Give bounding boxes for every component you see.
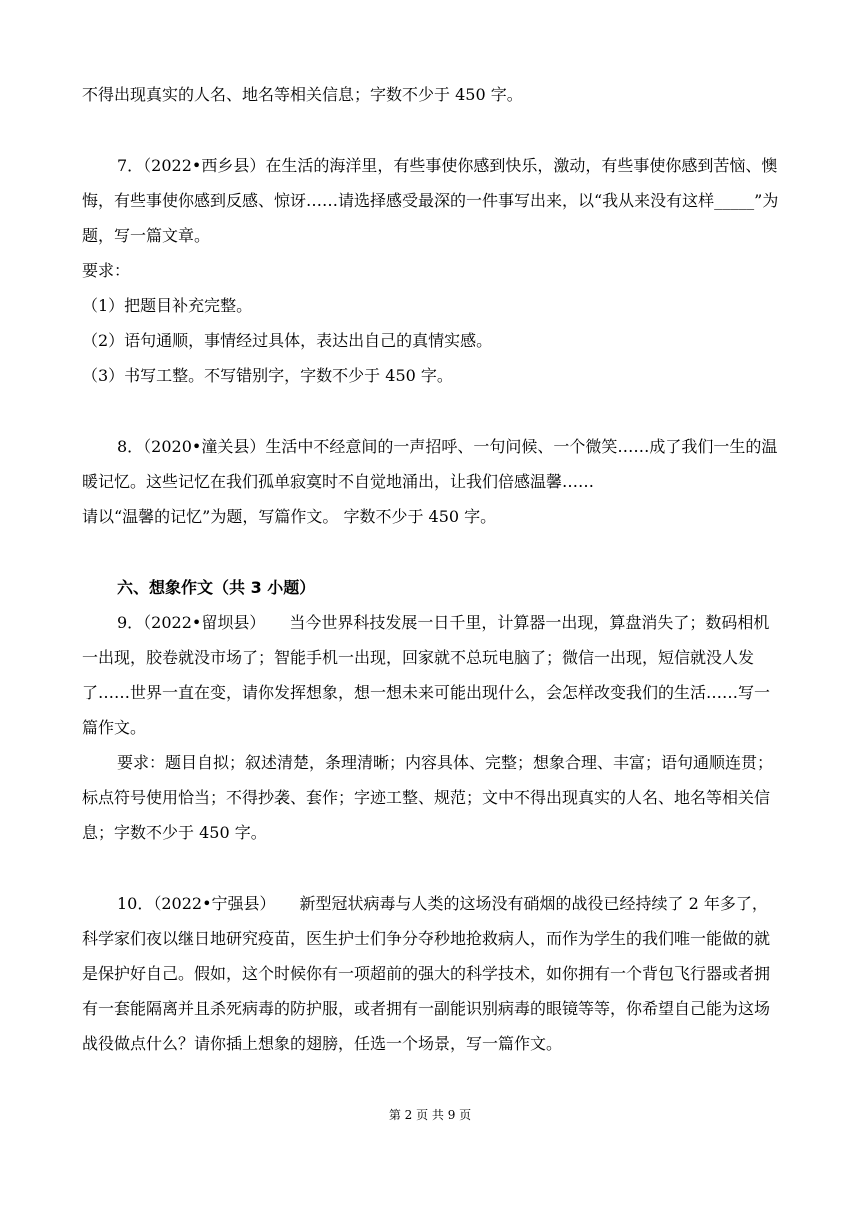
section-6-heading: 六、想象作文（共 3 小题）: [117, 578, 316, 597]
question-7-requirement-2: （2）语句通顺，事情经过具体，表达出自己的真情实感。: [82, 331, 493, 350]
question-10: [82, 886, 780, 1061]
question-8-prompt: 8．（2020•潼关县）生活中不经意间的一声招呼、一句问候、一个微笑……成了我们一生的温暖记忆。这些记忆在我们孤单寂寞时不自觉地涌出，让我们倍感温馨……: [82, 437, 778, 491]
previous-question-tail: 不得出现真实的人名、地名等相关信息；字数不少于 450 字。: [82, 85, 523, 104]
question-7-requirement-3: （3）书写工整。不写错别字，字数不少于 450 字。: [82, 366, 453, 385]
question-7-requirements-title: 要求：: [82, 261, 131, 280]
page-number-footer: 第 2 页 共 9 页: [388, 1108, 472, 1122]
spacer: [82, 534, 780, 570]
question-7-requirement-1: （1）把题目补充完整。: [82, 296, 253, 315]
question-7-prompt: 7．（2022•西乡县）在生活的海洋里，有些事使你感到快乐，激动，有些事使你感到苦恼、懊悔，有些事使你感到反感、惊讶……请选择感受最深的一件事写出来，以“我从来没有这样_____”为题，写一篇文章。: [82, 156, 779, 245]
question-9: [82, 605, 780, 850]
question-9-requirements: 要求：题目自拟；叙述清楚，条理清晰；内容具体、完整；想象合理、丰富；语句通顺连贯；标点符号使用恰当；不得抄袭、套作；字迹工整、规范；文中不得出现真实的人名、地名等相关信息；字数不少于 450 字。: [82, 753, 774, 842]
question-10-prompt: 10．（2022•宁强县） 新型冠状病毒与人类的这场没有硝烟的战役已经持续了 2 年多了，科学家们夜以继日地研究疫苗，医生护士们争分夺秒地抢救病人，而作为学生的我们唯一能做的就是保护好自己。假如，这个时候你有一项超前的强大的科学技术，如你拥有一个背包飞行器或者拥有一套能隔离并且杀死病毒的防护服，或者拥有一副能识别病毒的眼镜等等，你希望自己能为这场战役做点什么？请你插上想象的翅膀，任选一个场景，写一篇作文。: [82, 894, 771, 1053]
page-content: [82, 77, 780, 1061]
question-9-prompt: 9．（2022•留坝县） 当今世界科技发展一日千里，计算器一出现，算盘消失了；数码相机一出现，胶卷就没市场了；智能手机一出现，回家就不总玩电脑了；微信一出现，短信就没人发了……世界一直在变，请你发挥想象，想一想未来可能出现什么，会怎样改变我们的生活……写一篇作文。: [82, 613, 771, 737]
spacer: [82, 850, 780, 886]
spacer: [82, 112, 780, 148]
question-7: [82, 148, 780, 393]
spacer: [82, 393, 780, 429]
question-8: [82, 429, 780, 534]
question-8-instruction: 请以“温馨的记忆”为题，写篇作文。 字数不少于 450 字。: [82, 507, 497, 526]
